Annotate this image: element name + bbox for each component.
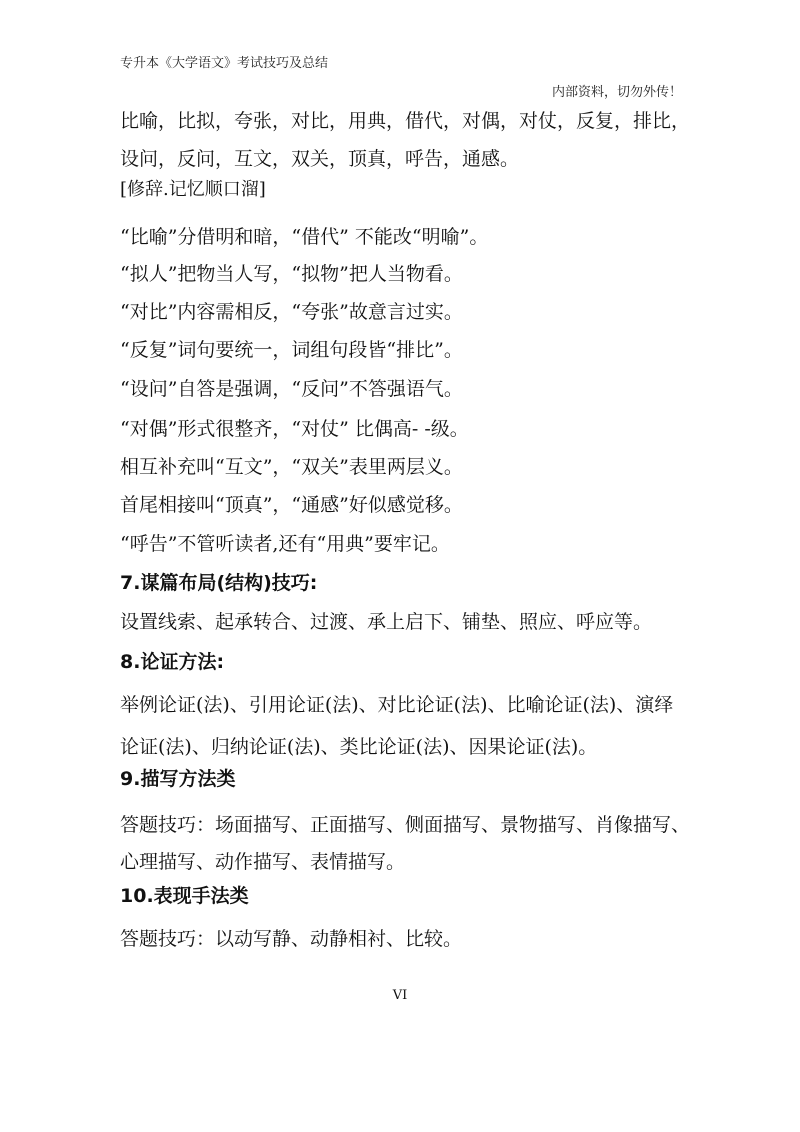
text-line: 设问，反问，互文，双关，顶真，呼告，通感。 [120,148,520,170]
section-heading-7: 7.谋篇布局(结构)技巧: [120,572,318,594]
mnemonic-line: “比喻”分借明和暗，“借代” 不能改“明喻”。 [120,226,489,248]
mnemonic-line: 相互补充叫“互文”，“双关”表里两层义。 [120,456,463,478]
mnemonic-line: “对偶”形式很整齐，“对仗” 比偶高- -级。 [120,418,469,440]
section-9-line: 心理描写、动作描写、表情描写。 [120,851,406,873]
header-notice: 内部资料，切勿外传！ [551,85,682,100]
text-line: 比喻，比拟，夸张，对比，用典，借代，对偶，对仗，反复，排比， [120,110,691,132]
page-number: VI [392,988,408,1003]
mnemonic-line: 首尾相接叫“顶真”，“通感”好似感觉移。 [120,494,463,516]
header-title: 专升本《大学语文》考试技巧及总结 [120,56,329,71]
section-8-line: 论证(法)、归纳论证(法)、类比论证(法)、因果论证(法)。 [120,736,598,758]
mnemonic-line: “呼告”不管听读者,还有“用典”要牢记。 [120,533,450,555]
mnemonic-title: [修辞.记忆顺口溜] [120,179,266,200]
section-heading-8: 8.论证方法: [120,651,225,673]
section-heading-9: 9.描写方法类 [120,768,236,790]
section-8-line: 举例论证(法)、引用论证(法)、对比论证(法)、比喻论证(法)、演绎 [120,694,674,716]
mnemonic-line: “拟人”把物当人写，“拟物”把人当物看。 [120,263,463,285]
section-10-line: 答题技巧：以动写静、动静相衬、比较。 [120,928,463,950]
section-heading-10: 10.表现手法类 [120,885,249,907]
section-9-line: 答题技巧：场面描写、正面描写、侧面描写、景物描写、肖像描写、 [120,814,691,836]
mnemonic-line: “反复”词句要统一，词组句段皆“排比”。 [120,339,463,361]
mnemonic-line: “设问”自答是强调，“反问”不答强语气。 [120,378,463,400]
section-7-line: 设置线索、起承转合、过渡、承上启下、铺垫、照应、呼应等。 [120,611,653,633]
mnemonic-line: “对比”内容需相反，“夸张”故意言过实。 [120,301,463,323]
